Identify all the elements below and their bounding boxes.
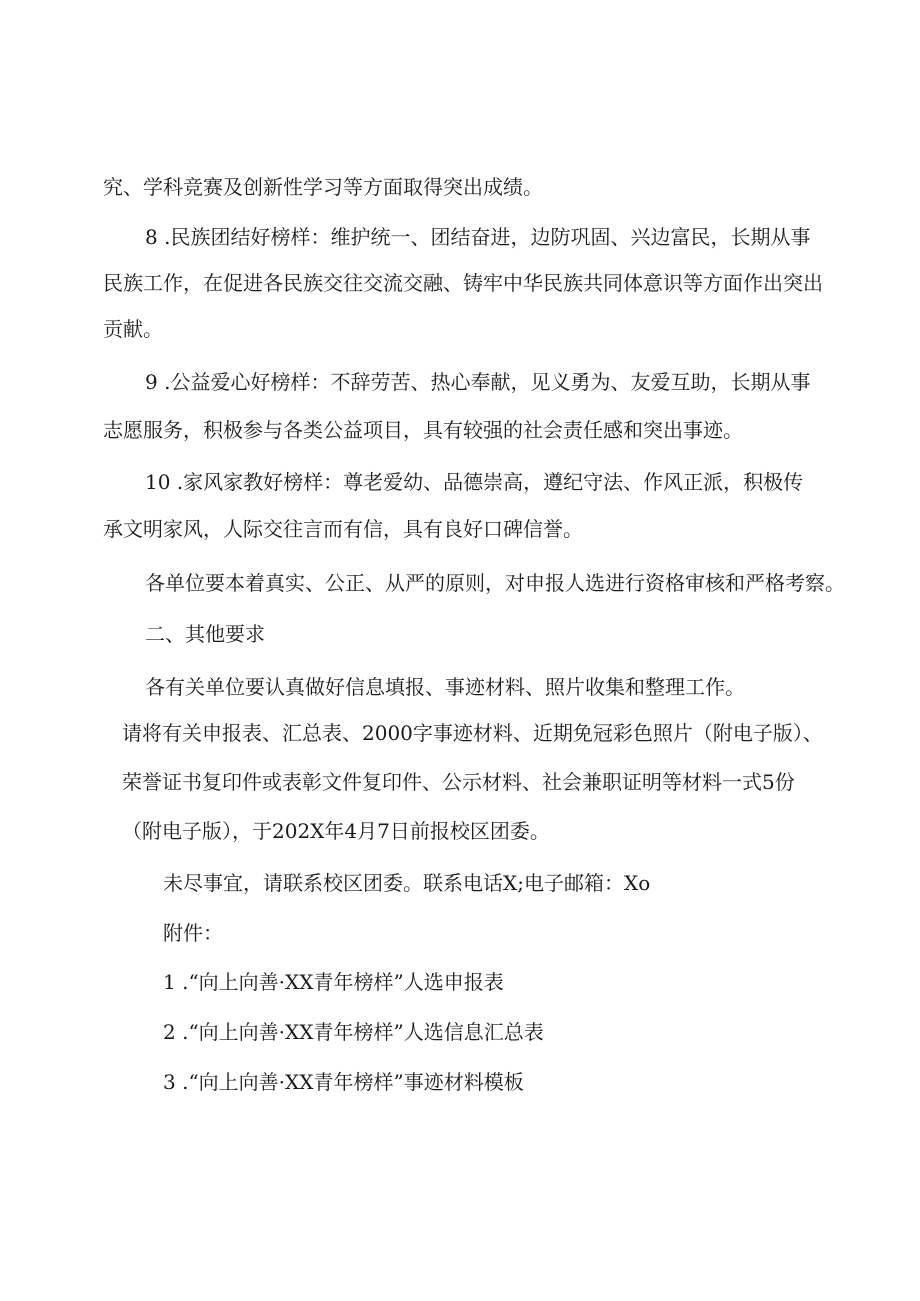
paragraph-line: 承文明家风，人际交往言而有信，具有良好口碑信誉。 <box>103 517 583 541</box>
section-heading: 二、其他要求 <box>145 622 265 646</box>
paragraph-line: 民族工作，在促进各民族交往交流交融、铸牢中华民族共同体意识等方面作出突出 <box>103 271 823 295</box>
paragraph-line: 9 .公益爱心好榜样：不辞劳苦、热心奉献，见义勇为、友爱互助，长期从事 <box>145 370 811 394</box>
paragraph-line: 贡献。 <box>103 317 163 341</box>
attachment-item: 2 .“向上向善·XX青年榜样”人选信息汇总表 <box>163 1020 544 1044</box>
paragraph-line: 请将有关申报表、汇总表、2000字事迹材料、近期免冠彩色照片（附电子版）、 <box>122 721 823 745</box>
paragraph-line: 各有关单位要认真做好信息填报、事迹材料、照片收集和整理工作。 <box>145 675 745 699</box>
paragraph-line: 究、学科竞赛及创新性学习等方面取得突出成绩。 <box>103 175 543 199</box>
paragraph-line: 志愿服务，积极参与各类公益项目，具有较强的社会责任感和突出事迹。 <box>103 418 743 442</box>
paragraph-line: 荣誉证书复印件或表彰文件复印件、公示材料、社会兼职证明等材料一式5份 <box>122 770 795 794</box>
attachment-item: 3 .“向上向善·XX青年榜样”事迹材料模板 <box>163 1070 524 1094</box>
contact-line: 未尽事宜，请联系校区团委。联系电话X;电子邮箱：Xo <box>163 871 651 895</box>
paragraph-line: 8 .民族团结好榜样：维护统一、团结奋进，边防巩固、兴边富民，长期从事 <box>145 225 811 249</box>
attachment-item: 1 .“向上向善·XX青年榜样”人选申报表 <box>163 970 504 994</box>
paragraph-line: 各单位要本着真实、公正、从严的原则，对申报人选进行资格审核和严格考察。 <box>145 571 845 595</box>
paragraph-line: （附电子版），于202X年4月7日前报校区团委。 <box>122 819 550 843</box>
attachments-heading: 附件： <box>163 921 223 945</box>
paragraph-line: 10 .家风家教好榜样：尊老爱幼、品德崇高，遵纪守法、作风正派，积极传 <box>145 470 804 494</box>
